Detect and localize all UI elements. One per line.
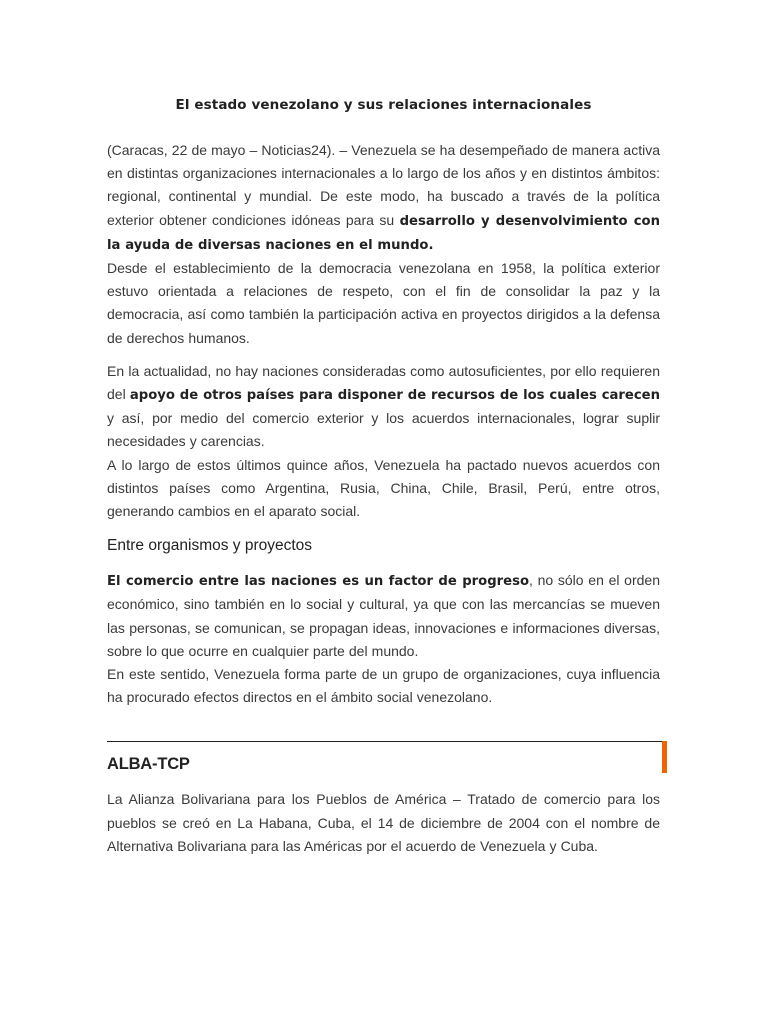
section-divider: [107, 741, 660, 776]
document-page: [107, 95, 660, 858]
paragraph-organizations: En este sentido, Venezuela forma parte de un grupo de organizaciones, cuya influencia ha procurado efectos directos en el ámbito social venezolano.: [107, 666, 660, 706]
paragraph-agreements: A lo largo de estos últimos quince años, Venezuela ha pactado nuevos acuerdos con distintos países como Argentina, Rusia, China, Chile, Brasil, Perú, entre otros, generando cambios en el aparato social.: [107, 456, 660, 520]
paragraph-intro-bold: desarrollo y desenvolvimiento con la ayuda de diversas naciones en el mundo.: [107, 213, 660, 253]
paragraph-intro-text: (Caracas, 22 de mayo – Noticias24). – Venezuela se ha desempeñado de manera activa en distintas organizaciones internacionales a lo largo de los años y en distintos ámbitos: regional, continental y mundial. De este modo, ha buscado a través de la política exterior obtener condiciones idóneas para su: [107, 142, 660, 228]
paragraph-democracy: Desde el establecimiento de la democracia venezolana en 1958, la política exterior estuvo orientada a relaciones de respeto, con el fin de consolidar la paz y la democracia, así como también la participación activa en proyectos dirigidos a la defensa de derechos humanos.: [107, 260, 660, 346]
paragraph-self-sufficiency-bold: apoyo de otros países para disponer de recursos de los cuales carecen: [129, 388, 661, 404]
paragraph-commerce-bold: El comercio entre las naciones es un factor de progreso: [107, 574, 530, 590]
paragraph-commerce: [107, 569, 660, 663]
paragraph-commerce-after: , no sólo en el orden económico, sino también en lo social y cultural, ya que con las mercancías se mueven las personas, se comunican, se propagan ideas, innovaciones e informaciones diversas, sobre lo que ocurre en cualquier parte del mundo.: [107, 572, 660, 659]
paragraph-self-sufficiency: [107, 360, 660, 454]
page-title: El estado venezolano y sus relaciones internacionales: [175, 97, 592, 113]
divider-line: [107, 741, 662, 742]
paragraph-self-sufficiency-after: y así, por medio del comercio exterior y los acuerdos internacionales, lograr suplir necesidades y carencias.: [107, 410, 660, 450]
accent-bar: [662, 741, 667, 773]
paragraph-self-sufficiency-before: En la actualidad, no hay naciones consideradas como autosuficientes, por ello requieren del: [107, 362, 660, 403]
subheading-organisms: Entre organismos y proyectos: [107, 537, 313, 555]
paragraph-alba: La Alianza Bolivariana para los Pueblos de América – Tratado de comercio para los pueblos se creó en La Habana, Cuba, el 14 de diciembre de 2004 con el nombre de Alternativa Bolivariana para las Américas por el acuerdo de Venezuela y Cuba.: [107, 791, 660, 854]
paragraph-intro: [107, 139, 660, 257]
section-heading-alba: ALBA-TCP: [107, 755, 190, 774]
